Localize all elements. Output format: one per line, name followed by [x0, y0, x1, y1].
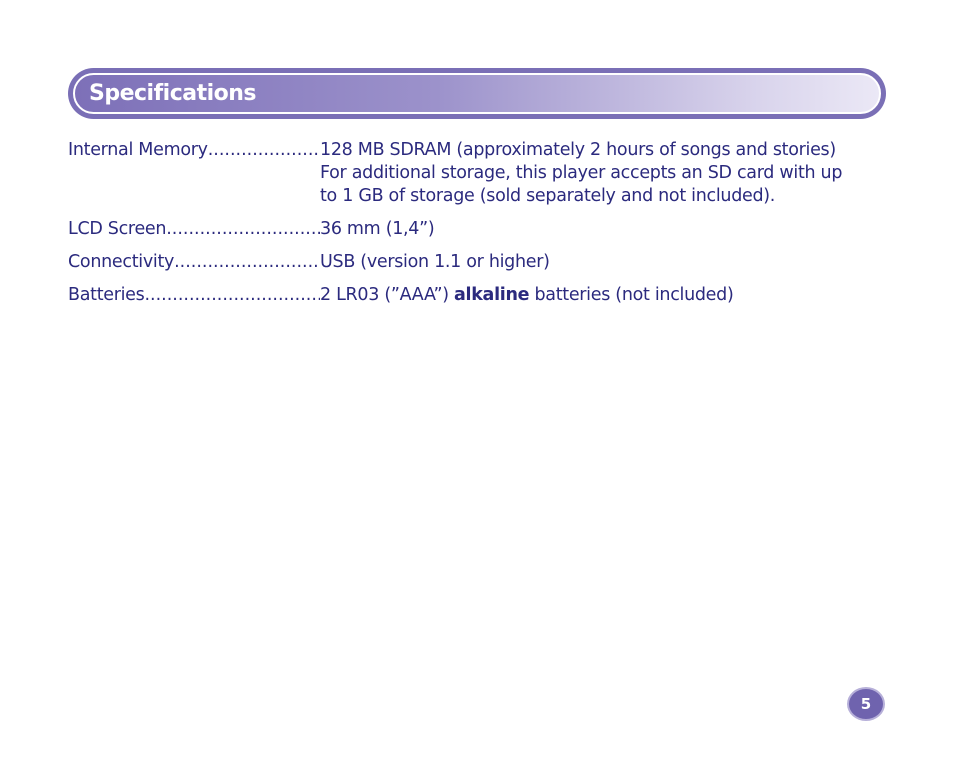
spec-value-batteries: [320, 284, 868, 307]
spec-label-wrap: [68, 139, 320, 162]
spec-value-suffix: batteries (not included): [529, 285, 734, 305]
spec-row-lcd-screen: [68, 218, 868, 241]
spec-row-internal-memory: [68, 139, 868, 208]
spec-label-wrap: [68, 251, 320, 274]
spec-label-internal-memory: Internal Memory: [68, 140, 208, 160]
spec-value-lcd-screen: 36 mm (1,4”): [320, 219, 435, 239]
dot-leader: [208, 139, 320, 162]
spec-label-connectivity: Connectivity: [68, 252, 175, 272]
spec-value-line: 128 MB SDRAM (approximately 2 hours of songs and stories): [320, 140, 836, 160]
spec-value-emphasis: alkaline: [454, 285, 530, 305]
spec-value-connectivity: USB (version 1.1 or higher): [320, 252, 550, 272]
spec-value-line: For additional storage, this player accepts an SD card with up: [320, 163, 843, 183]
section-header-bar: [73, 73, 881, 114]
spec-label-wrap: [68, 284, 320, 307]
dot-leader: [166, 218, 320, 241]
dot-leader: [174, 251, 320, 274]
specifications-list: [68, 139, 868, 317]
section-title: Specifications: [89, 81, 257, 106]
spec-value-prefix: 2 LR03 (”AAA”): [320, 285, 455, 305]
dot-leader: [144, 284, 320, 307]
spec-row-connectivity: [68, 251, 868, 274]
section-header: [68, 68, 886, 119]
spec-label-batteries: Batteries: [68, 285, 145, 305]
spec-label-wrap: [68, 218, 320, 241]
spec-value-line: to 1 GB of storage (sold separately and not included).: [320, 186, 776, 206]
spec-row-batteries: [68, 284, 868, 307]
page-number: 5: [860, 695, 872, 713]
spec-value-internal-memory: [320, 139, 868, 208]
page-number-badge: [847, 687, 885, 721]
spec-label-lcd-screen: LCD Screen: [68, 219, 167, 239]
